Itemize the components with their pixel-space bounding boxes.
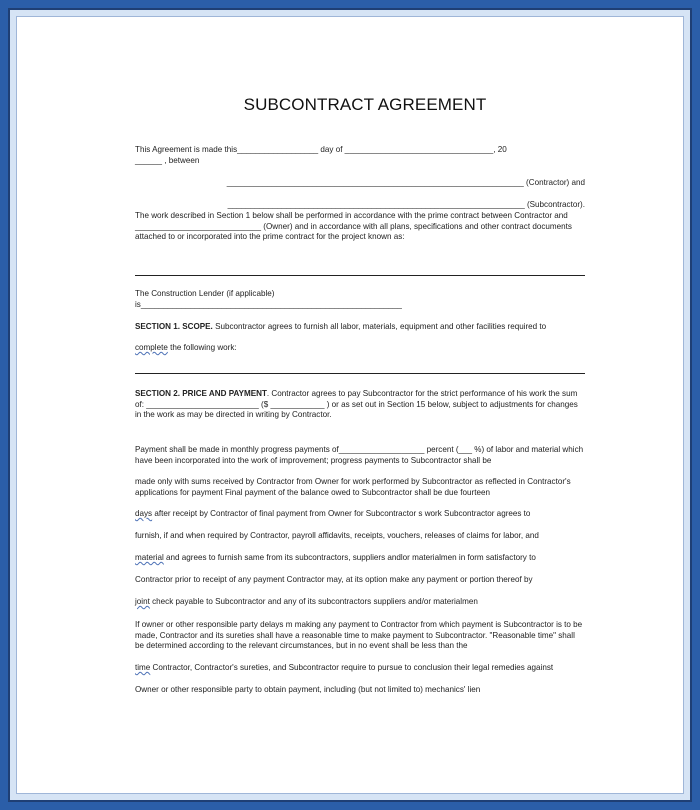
lender-line-1: The Construction Lender (if applicable)	[135, 289, 275, 298]
section-2-text: . Contractor agrees to pay Subcontractor for the strict performance of his work the sum of: _________________________ ($ ____________ ) or as set out in Section 15 below, subject to adjustments for changes in the work as may be directed in writing by Contractor.	[135, 389, 578, 420]
document-title: SUBCONTRACT AGREEMENT	[243, 95, 487, 114]
payment-paragraph-b: made only with sums received by Contractor from Owner for work performed by Subcontractor as reflected in Contractor's applications for payment Final payment of the balance owed to Subcontractor shall be due fourteen	[135, 477, 571, 497]
delay-paragraph-b	[135, 663, 585, 674]
section-1-scope	[135, 322, 585, 333]
payment-paragraph-d: furnish, if and when required by Contractor, payroll affidavits, receipts, vouchers, releases of claims for labor, and	[135, 531, 539, 540]
delay-time-word: time	[135, 663, 151, 672]
lender-line-2: is__________________________________________________________	[135, 300, 402, 309]
payment-joint-word: joint	[135, 597, 150, 606]
payment-joint-tail: check payable to Subcontractor and any of its subcontractors suppliers and/or materialmen	[149, 597, 478, 606]
delay-time-tail: Contractor, Contractor's sureties, and Subcontractor require to pursue to conclusion their legal remedies against	[150, 663, 554, 672]
section-1-complete-word: complete	[135, 343, 168, 352]
subcontractor-line: __________________________________________________________________ (Subcontractor).	[227, 200, 585, 209]
payment-material-word: material	[135, 553, 164, 562]
payment-paragraph-e	[135, 553, 585, 564]
intro-line-2: ______ , between	[135, 156, 200, 165]
intro-line-1: This Agreement is made this__________________ day of _________________________________, 20	[135, 145, 507, 154]
payment-days-tail: after receipt by Contractor of final payment from Owner for Subcontractor s work Subcontractor agrees to	[152, 509, 531, 518]
delay-paragraph-c: Owner or other responsible party to obtain payment, including (but not limited to) mechanics' lien	[135, 685, 481, 694]
section-1-tail: the following work:	[167, 343, 237, 352]
payment-days-word: days	[135, 509, 153, 518]
payment-paragraph-a: Payment shall be made in monthly progress payments of___________________ percent (___ %) of labor and material which have been incorporated into the work of improvement; progress payments to Subcontractor shall be	[135, 445, 584, 465]
payment-paragraph-f: Contractor prior to receipt of any payment Contractor may, at its option make any payment or portion thereof by	[135, 575, 533, 584]
scope-work-line	[135, 373, 585, 374]
project-name-line	[135, 275, 585, 276]
delay-paragraph-a: If owner or other responsible party delays m making any payment to Contractor from which payment is Subcontractor is to be made, Contractor and its sureties shall have a reasonable time to make payment to Subcontractor. "Reasonable time" shall be determined according to the relevant circumstances, but in no event shall be less than the	[135, 620, 583, 651]
section-1-heading: SECTION 1. SCOPE.	[135, 322, 213, 331]
section-2-price	[135, 389, 585, 421]
contractor-line: __________________________________________________________________ (Contractor) and	[226, 178, 585, 187]
payment-material-tail: and agrees to furnish same from its subcontractors, suppliers andlor materialmen in form satisfactory to	[163, 553, 536, 562]
payment-paragraph-g	[135, 597, 585, 608]
payment-paragraph-c	[135, 509, 585, 520]
document-page	[16, 16, 684, 794]
section-2-heading: SECTION 2. PRICE AND PAYMENT	[135, 389, 267, 398]
section-1-complete-line	[135, 343, 585, 354]
work-description-paragraph: The work described in Section 1 below shall be performed in accordance with the prime contract between Contractor and ____________________________ (Owner) and in accordance with all plans, specifications and other contract documents attached to or incorporated into the prime contract for the project known as:	[135, 211, 572, 242]
section-1-text: Subcontractor agrees to furnish all labor, materials, equipment and other facilities required to	[215, 322, 547, 331]
